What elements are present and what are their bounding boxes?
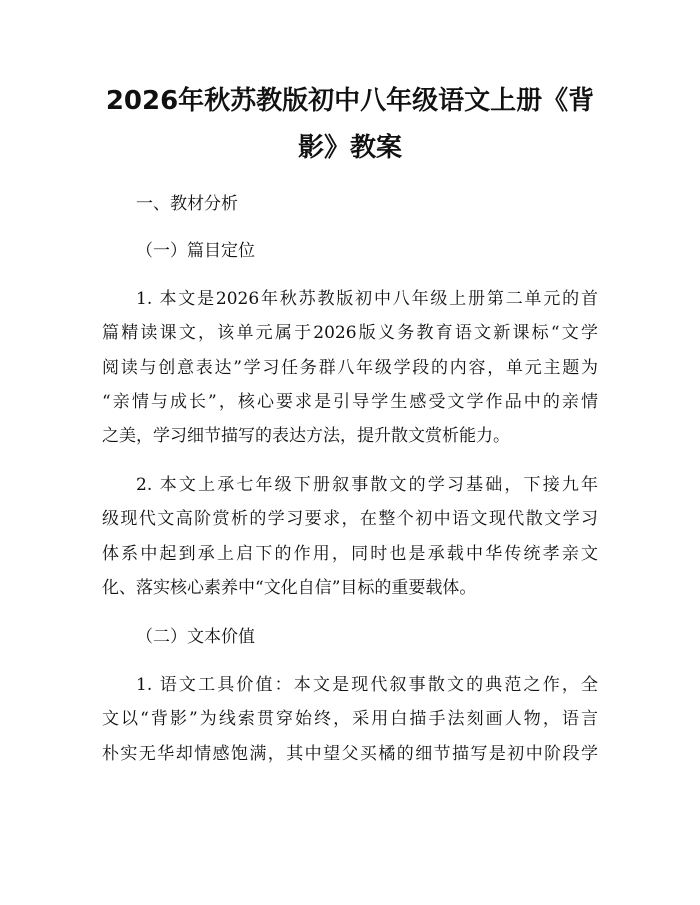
document-title-line-1: 2026年秋苏教版初中八年级语文上册《背 xyxy=(105,86,595,116)
document-title-line-2: 影》教案 xyxy=(297,133,402,163)
paragraph-line: 篇精读课文，该单元属于2026版义务教育语文新课标“文学 xyxy=(102,323,598,343)
paragraph-line: “亲情与成长”，核心要求是引导学生感受文学作品中的亲情 xyxy=(102,392,598,412)
paragraph-line: 之美，学习细节描写的表达方法，提升散文赏析能力。 xyxy=(102,426,510,446)
paragraph-line: 级现代文高阶赏析的学习要求，在整个初中语文现代散文学习 xyxy=(102,509,598,529)
paragraph-line: 化、落实核心素养中“文化自信”目标的重要载体。 xyxy=(102,578,477,598)
subsection-heading-text-value: （二）文本价值 xyxy=(136,627,255,647)
paragraph-line: 阅读与创意表达”学习任务群八年级学段的内容，单元主题为 xyxy=(102,358,598,378)
paragraph-line: 1. 本文是2026年秋苏教版初中八年级上册第二单元的首 xyxy=(136,289,598,309)
paragraph-line: 2. 本文上承七年级下册叙事散文的学习基础，下接九年 xyxy=(136,475,598,495)
section-heading-textbook-analysis: 一、教材分析 xyxy=(136,194,238,214)
paragraph-line: 1. 语文工具价值：本文是现代叙事散文的典范之作，全 xyxy=(136,675,598,695)
paragraph-line: 朴实无华却情感饱满，其中望父买橘的细节描写是初中阶段学 xyxy=(102,744,598,764)
paragraph-line: 文以“背影”为线索贯穿始终，采用白描手法刻画人物，语言 xyxy=(102,709,598,729)
paragraph-line: 体系中起到承上启下的作用，同时也是承载中华传统孝亲文 xyxy=(102,544,598,564)
subsection-heading-positioning: （一）篇目定位 xyxy=(136,241,255,261)
